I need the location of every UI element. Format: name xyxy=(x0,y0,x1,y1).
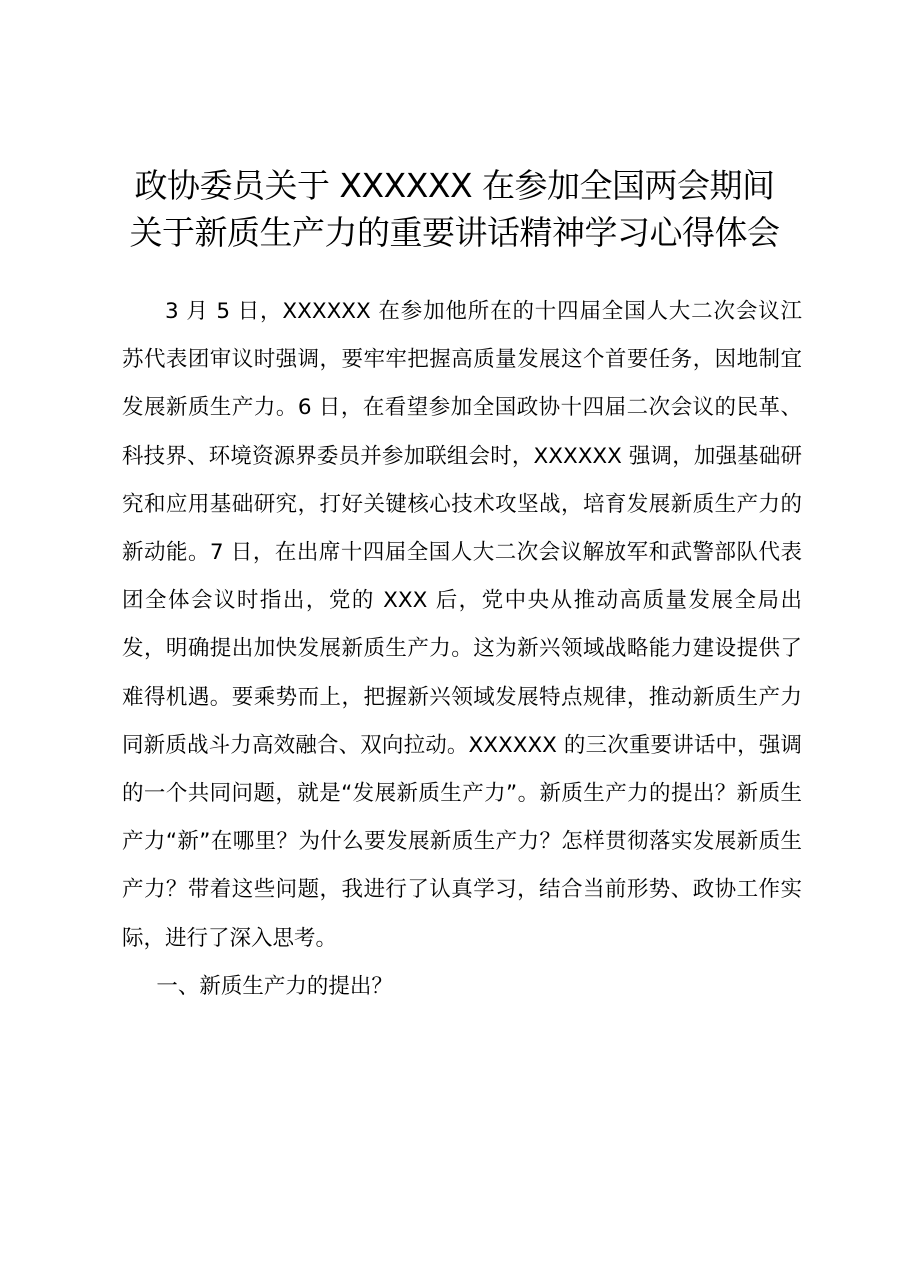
document-body xyxy=(122,288,802,1011)
document-title-line-1: 政协委员关于 XXXXXX 在参加全国两会期间 xyxy=(134,166,775,205)
document-title-line-2: 关于新质生产力的重要讲话精神学习心得体会 xyxy=(129,213,780,252)
document-title xyxy=(100,162,809,256)
body-paragraph-1: 3 月 5 日，XXXXXX 在参加他所在的十四届全国人大二次会议江苏代表团审议时强调，要牢牢把握高质量发展这个首要任务，因地制宜发展新质生产力。6 日，在看望参加全国政协十四届二次会议的民革、科技界、环境资源界委员并参加联组会时，XXXXXX 强调，加强基础研究和应用基础研究，打好关键核心技术攻坚战，培育发展新质生产力的新动能。7 日，在出席十四届全国人大二次会议解放军和武警部队代表团全体会议时指出，党的 XXX 后，党中央从推动高质量发展全局出发，明确提出加快发展新质生产力。这为新兴领域战略能力建设提供了难得机遇。要乘势而上，把握新兴领域发展特点规律，推动新质生产力同新质战斗力高效融合、双向拉动。XXXXXX 的三次重要讲话中，强调的一个共同问题，就是“发展新质生产力”。新质生产力的提出？新质生产力“新”在哪里？为什么要发展新质生产力？怎样贯彻落实发展新质生产力？带着这些问题，我进行了认真学习，结合当前形势、政协工作实际，进行了深入思考。 xyxy=(122,299,802,951)
section-heading-1: 一、新质生产力的提出？ xyxy=(156,973,393,999)
